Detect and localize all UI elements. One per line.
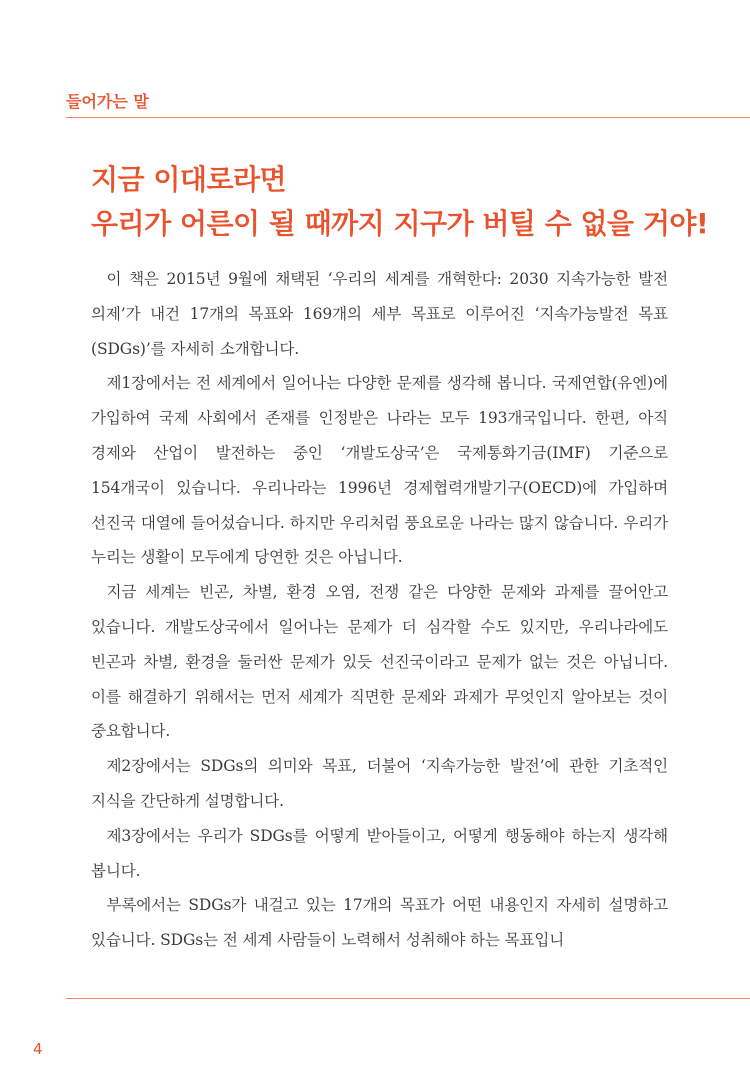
title-line-1: 지금 이대로라면 <box>91 163 287 196</box>
header-divider <box>66 117 750 118</box>
paragraph-appendix: 부록에서는 SDGs가 내걸고 있는 17개의 목표가 어떤 내용인지 자세히 설명하고 있습니다. SDGs는 전 세계 사람들이 노력해서 성취해야 하는 목표입니 <box>91 896 668 950</box>
paragraph-chapter-3: 제3장에서는 우리가 SDGs를 어떻게 받아들이고, 어떻게 행동해야 하는지 생각해 봅니다. <box>91 826 668 880</box>
page-title <box>91 158 708 246</box>
paragraph-chapter-2: 제2장에서는 SDGs의 의미와 목표, 더불어 ‘지속가능한 발전’에 관한 기초적인 지식을 간단하게 설명합니다. <box>91 757 668 810</box>
page-number: 4 <box>33 1040 43 1058</box>
body-text <box>91 262 668 958</box>
paragraph-intro: 이 책은 2015년 9월에 채택된 ‘우리의 세계를 개혁한다: 2030 지속가능한 발전 의제’가 내건 17개의 목표와 169개의 세부 목표로 이루어진 ‘지속가능발전 목표(SDGs)’를 자세히 소개합니다. <box>91 270 668 358</box>
paragraph-world-problems: 지금 세계는 빈곤, 차별, 환경 오염, 전쟁 같은 다양한 문제와 과제를 끌어안고 있습니다. 개발도상국에서 일어나는 문제가 더 심각할 수도 있지만, 우리나라에도 빈곤과 차별, 환경을 둘러싼 문제가 있듯 선진국이라고 문제가 없는 것은 아닙니다. 이를 해결하기 위해서는 먼저 세계가 직면한 문제와 과제가 무엇인지 알아보는 것이 중요합니다. <box>91 583 668 741</box>
paragraph-chapter-1: 제1장에서는 전 세계에서 일어나는 다양한 문제를 생각해 봅니다. 국제연합(유엔)에 가입하여 국제 사회에서 존재를 인정받은 나라는 모두 193개국입니다. 한편, 아직 경제와 산업이 발전하는 중인 ‘개발도상국’은 국제통화기금(IMF) 기준으로 154개국이 있습니다. 우리나라는 1996년 경제협력개발기구(OECD)에 가입하며 선진국 대열에 들어섰습니다. 하지만 우리처럼 풍요로운 나라는 많지 않습니다. 우리가 누리는 생활이 모두에게 당연한 것은 아닙니다. <box>91 374 668 567</box>
title-line-2: 우리가 어른이 될 때까지 지구가 버틸 수 없을 거야! <box>91 207 709 240</box>
section-label: 들어가는 말 <box>66 92 149 111</box>
footer-divider <box>66 998 750 999</box>
